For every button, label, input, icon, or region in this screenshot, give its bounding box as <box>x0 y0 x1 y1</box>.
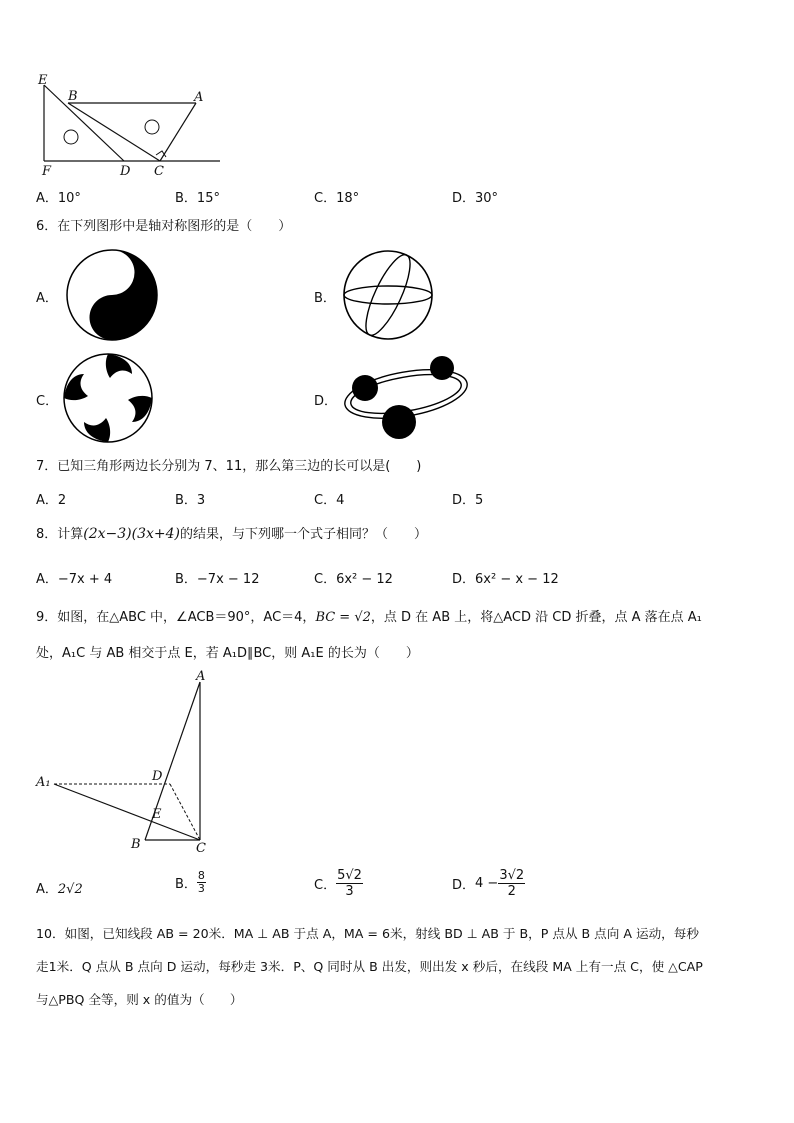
q6-option-c-label[interactable]: C． <box>36 394 59 409</box>
q9-bc-value: BC = √2 <box>315 610 371 625</box>
q8-expression: (2x−3)(3x+4) <box>83 526 181 542</box>
q5-label-D: D <box>120 164 131 179</box>
q5-option-c[interactable]: C．18° <box>314 191 360 206</box>
q9-label-B: B <box>131 837 141 852</box>
q6-option-a-label[interactable]: A． <box>36 291 58 306</box>
orbit-icon[interactable] <box>340 352 472 442</box>
q5-option-a[interactable]: A．10° <box>36 191 81 206</box>
q9-option-c-num: 5√2 <box>337 868 362 883</box>
q7-option-b[interactable]: B．3 <box>175 493 206 508</box>
q5-label-F: F <box>42 164 52 179</box>
q9-option-c-label: C． <box>314 878 337 893</box>
q8-option-d[interactable]: D．6x² − x − 12 <box>452 572 559 587</box>
q5-label-A: A <box>194 90 204 105</box>
q9-option-d-den: 2 <box>507 884 516 899</box>
q9-option-b-num: 8 <box>197 869 205 882</box>
q9-stem-line1-b: ，点 D 在 AB 上，将△ACD 沿 CD 折叠，点 A 落在点 A₁ <box>370 610 702 625</box>
q9-option-a-value: 2√2 <box>57 882 83 897</box>
q9-label-C: C <box>196 841 206 854</box>
q9-option-d-fraction <box>498 868 525 899</box>
q9-label-E: E <box>152 807 162 822</box>
q5-figure <box>30 70 230 180</box>
q9-option-b-fraction <box>197 870 206 895</box>
q9-option-a-label: A． <box>36 882 58 897</box>
q8-option-c[interactable]: C．6x² − 12 <box>314 572 393 587</box>
pinwheel-icon[interactable] <box>62 352 154 444</box>
q5-label-B: B <box>68 89 78 104</box>
q8-option-a[interactable]: A．−7x + 4 <box>36 572 113 587</box>
q9-option-c[interactable] <box>314 868 363 899</box>
q9-option-d-label: D． <box>452 878 476 893</box>
q9-option-d-prefix: 4 − <box>475 876 499 891</box>
yin-yang-icon[interactable] <box>64 249 160 341</box>
q7-option-a[interactable]: A．2 <box>36 493 67 508</box>
q9-stem-line1 <box>36 610 702 626</box>
q7-option-c[interactable]: C．4 <box>314 493 345 508</box>
q5-option-d[interactable]: D．30° <box>452 191 499 206</box>
q6-option-d-label[interactable]: D． <box>314 394 338 409</box>
q10-stem-line1: 10．如图，已知线段 AB = 20米．MA ⊥ AB 于点 A，MA = 6米，射线 BD ⊥ AB 于 B，P 点从 B 点向 A 运动，每秒 <box>36 926 699 941</box>
q8-option-b[interactable]: B．−7x − 12 <box>175 572 260 587</box>
q9-option-a[interactable] <box>36 878 83 897</box>
q9-label-D: D <box>152 769 163 784</box>
q6-stem: 6．在下列图形中是轴对称图形的是（ ） <box>36 219 292 234</box>
q9-option-b-den: 3 <box>197 882 205 895</box>
q9-option-c-fraction <box>336 868 363 899</box>
q9-option-b-label: B． <box>175 877 197 892</box>
q9-option-c-den: 3 <box>345 884 354 899</box>
q8-stem-prefix: 8．计算 <box>36 527 84 542</box>
q10-stem-line3: 与△PBQ 全等，则 x 的值为（ ） <box>36 992 243 1007</box>
q9-label-A: A <box>196 669 206 684</box>
q9-option-d[interactable] <box>452 868 525 899</box>
sphere-icon[interactable] <box>340 249 436 341</box>
q9-option-b[interactable] <box>175 870 206 895</box>
q8-stem <box>36 526 427 543</box>
q8-stem-suffix: 的结果，与下列哪一个式子相同？（ ） <box>180 527 428 542</box>
q9-label-A1: A₁ <box>36 775 51 790</box>
q9-figure <box>30 668 220 854</box>
q9-stem-line1-a: 9．如图，在△ABC 中，∠ACB＝90°，AC＝4， <box>36 610 316 625</box>
q5-label-C: C <box>154 164 164 179</box>
q7-stem: 7．已知三角形两边长分别为 7、11，那么第三边的长可以是( ) <box>36 459 422 474</box>
q10-stem-line2: 走1米．Q 点从 B 点向 D 运动，每秒走 3米．P、Q 同时从 B 出发，则出发 x 秒后，在线段 MA 上有一点 C，使 △CAP <box>36 959 703 974</box>
q5-label-E: E <box>38 73 48 88</box>
q5-option-b[interactable]: B．15° <box>175 191 220 206</box>
q9-stem-line2: 处，A₁C 与 AB 相交于点 E，若 A₁D∥BC，则 A₁E 的长为（ ） <box>36 646 419 661</box>
q7-option-d[interactable]: D．5 <box>452 493 484 508</box>
q6-option-b-label[interactable]: B． <box>314 291 336 306</box>
q9-option-d-num: 3√2 <box>499 868 525 883</box>
